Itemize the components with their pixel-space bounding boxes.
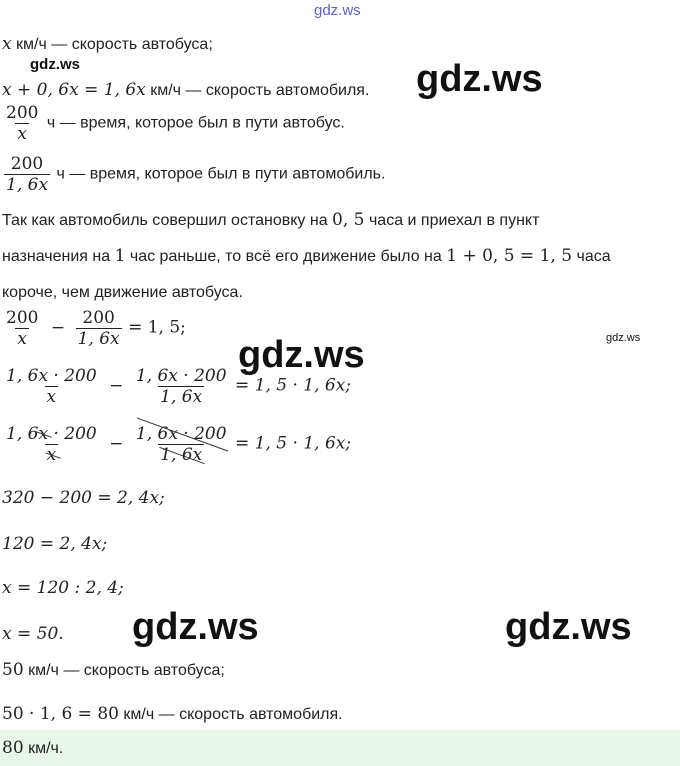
line-car-speed bbox=[2, 80, 369, 100]
math-expr: x + 0, 6x = 1, 6x bbox=[2, 80, 146, 100]
numerator: 200 bbox=[6, 308, 39, 328]
text: км/ч — скорость автобуса; bbox=[23, 662, 225, 679]
text: км/ч — скорость автобуса; bbox=[11, 36, 213, 53]
equation-1 bbox=[2, 308, 186, 349]
fraction bbox=[76, 308, 122, 349]
text: час раньше, то всё его движение было на bbox=[129, 248, 442, 265]
rhs: = 1, 5 · 1, 6x; bbox=[235, 433, 352, 454]
denominator: 1, 6x bbox=[77, 329, 120, 349]
watermark-large: gdz.ws bbox=[505, 606, 632, 648]
fraction bbox=[134, 366, 229, 407]
operator: − bbox=[50, 317, 66, 338]
math-var: x bbox=[2, 34, 12, 54]
math: 50 bbox=[2, 660, 24, 680]
watermark-large: gdz.ws bbox=[132, 606, 259, 648]
fraction bbox=[4, 308, 40, 349]
denominator: 1, 6x bbox=[6, 175, 49, 195]
equation-3 bbox=[2, 424, 351, 465]
crossed-expr: 1, 6x bbox=[160, 445, 203, 465]
watermark-tiny: gdz.ws bbox=[606, 332, 641, 344]
numerator: 200 bbox=[82, 308, 115, 328]
num-part: · 200 bbox=[48, 424, 97, 444]
numerator: 200 bbox=[6, 103, 39, 123]
text: ч — время, которое был в пути автобус. bbox=[42, 114, 345, 132]
numerator: 1, 6x · 200 bbox=[6, 366, 97, 386]
math: 1 + 0, 5 = 1, 5 bbox=[446, 246, 573, 266]
equation-6: x = 120 : 2, 4; bbox=[2, 578, 124, 598]
numerator bbox=[134, 424, 229, 444]
equation-2 bbox=[2, 366, 351, 407]
denominator bbox=[158, 444, 204, 465]
text: Так как автомобиль совершил остановку на bbox=[2, 212, 328, 229]
denominator bbox=[45, 444, 59, 465]
answer-line bbox=[2, 738, 63, 758]
text: км/ч — скорость автомобиля. bbox=[118, 706, 343, 723]
text: км/ч — скорость автомобиля. bbox=[145, 82, 370, 99]
watermark-large: gdz.ws bbox=[416, 58, 543, 100]
equation-7: x = 50. bbox=[2, 624, 64, 644]
operator: − bbox=[109, 433, 124, 454]
fraction bbox=[4, 424, 99, 465]
watermark-small: gdz.ws bbox=[30, 56, 81, 73]
text: часа и приехал в пункт bbox=[368, 212, 540, 229]
operator: − bbox=[109, 375, 124, 396]
line-bus-time bbox=[2, 103, 345, 144]
equation-4: 320 − 200 = 2, 4x; bbox=[2, 488, 165, 508]
text: короче, чем движение автобуса. bbox=[2, 284, 243, 301]
text: назначения на bbox=[2, 248, 111, 265]
text: км/ч. bbox=[23, 740, 64, 757]
paragraph-line-1 bbox=[2, 210, 539, 230]
fraction bbox=[4, 366, 99, 407]
fraction bbox=[4, 154, 50, 195]
equation-5: 120 = 2, 4x; bbox=[2, 534, 108, 554]
watermark-top: gdz.ws bbox=[314, 2, 361, 19]
denominator: x bbox=[17, 329, 28, 349]
denominator: x bbox=[17, 124, 28, 144]
numerator: 200 bbox=[10, 154, 44, 174]
math: 50 · 1, 6 = 80 bbox=[2, 704, 119, 724]
paragraph-line-2 bbox=[2, 246, 611, 266]
watermark-large: gdz.ws bbox=[238, 334, 365, 376]
paragraph-line-3 bbox=[2, 284, 243, 302]
numerator: 1, 6x · 200 bbox=[135, 366, 227, 386]
fraction bbox=[134, 424, 229, 465]
numerator bbox=[4, 424, 99, 444]
result-bus-speed bbox=[2, 660, 225, 680]
crossed-var: x bbox=[38, 424, 49, 444]
math: 1 bbox=[114, 246, 126, 266]
answer-highlight bbox=[0, 730, 680, 766]
denominator: x bbox=[46, 387, 57, 407]
rhs: = 1, 5; bbox=[128, 317, 186, 338]
crossed-expr: 1, 6x · 200 bbox=[135, 424, 227, 444]
text: часа bbox=[576, 248, 611, 265]
crossed-var: x bbox=[46, 445, 57, 465]
num-part: 1, 6 bbox=[6, 424, 39, 444]
line-bus-speed bbox=[2, 34, 213, 54]
math: 0, 5 bbox=[332, 210, 365, 230]
math: 80 bbox=[2, 738, 24, 758]
line-car-time bbox=[2, 154, 385, 195]
rhs: = 1, 5 · 1, 6x; bbox=[234, 375, 352, 396]
text: ч — время, которое был в пути автомобиль. bbox=[52, 165, 386, 183]
fraction bbox=[4, 103, 40, 144]
result-car-speed bbox=[2, 704, 343, 724]
denominator: 1, 6x bbox=[160, 387, 203, 407]
